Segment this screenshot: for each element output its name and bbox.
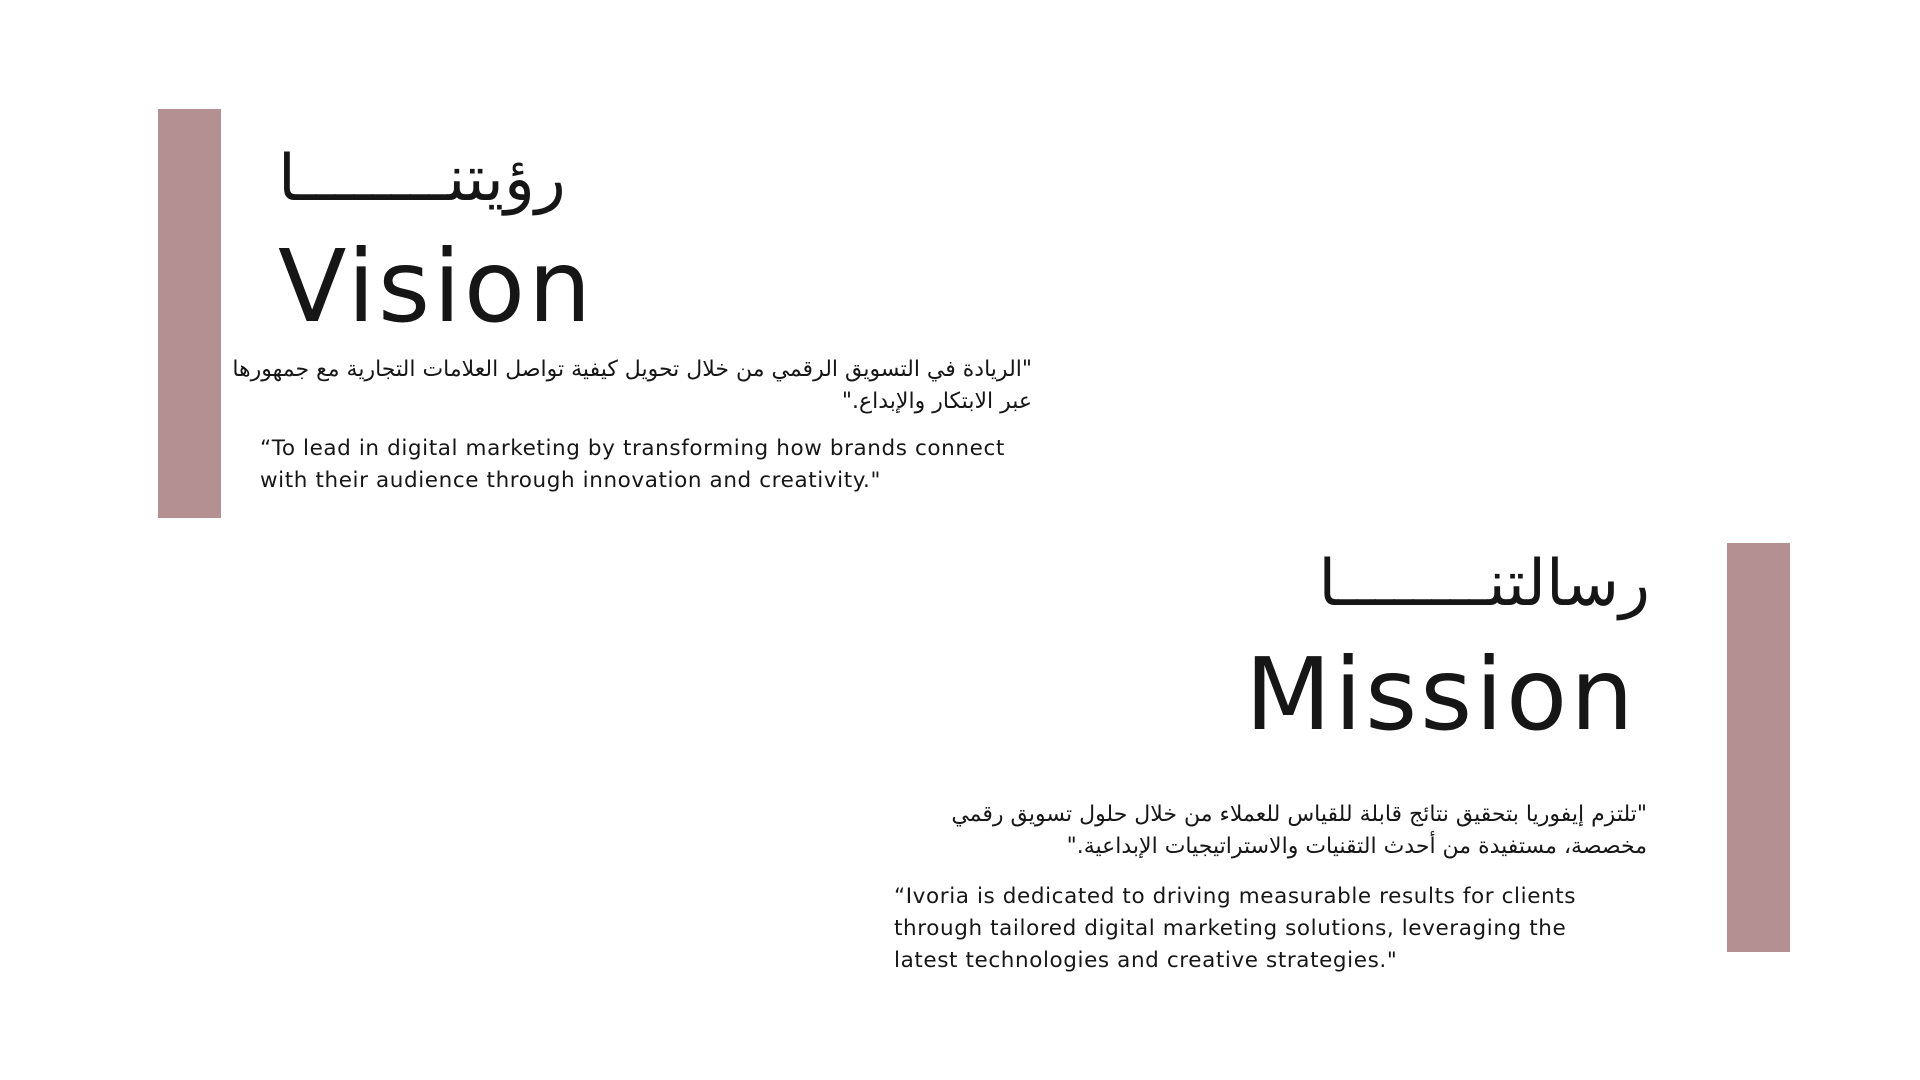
mission-statement-arabic: "تلتزم إيفوريا بتحقيق نتائج قابلة للقياس للعملاء من خلال حلول تسويق رقمي مخصصة، مستفيدة من أحدث التقنيات والاستراتيجيات الإبداعية." [951,802,1647,859]
mission-accent-bar [1727,543,1790,952]
mission-statement-english: “Ivoria is dedicated to driving measurable results for clients through tailored digital marketing solutions, leveraging the latest technologies and creative strategies." [894,884,1577,973]
mission-heading-english: Mission [1245,636,1637,753]
vision-statement-english: “To lead in digital marketing by transforming how brands connect with their audience through innovation and creativity." [260,436,1005,493]
vision-accent-bar [158,109,221,518]
vision-heading-english: Vision [278,228,595,345]
mission-heading-arabic: رسالتنــــــــا [1318,547,1650,621]
vision-heading-arabic: رؤيتنــــــــا [278,142,566,216]
vision-statement-arabic: "الريادة في التسويق الرقمي من خلال تحويل كيفية تواصل العلامات التجارية مع جمهورها عبر الابتكار والإبداع." [232,357,1032,414]
